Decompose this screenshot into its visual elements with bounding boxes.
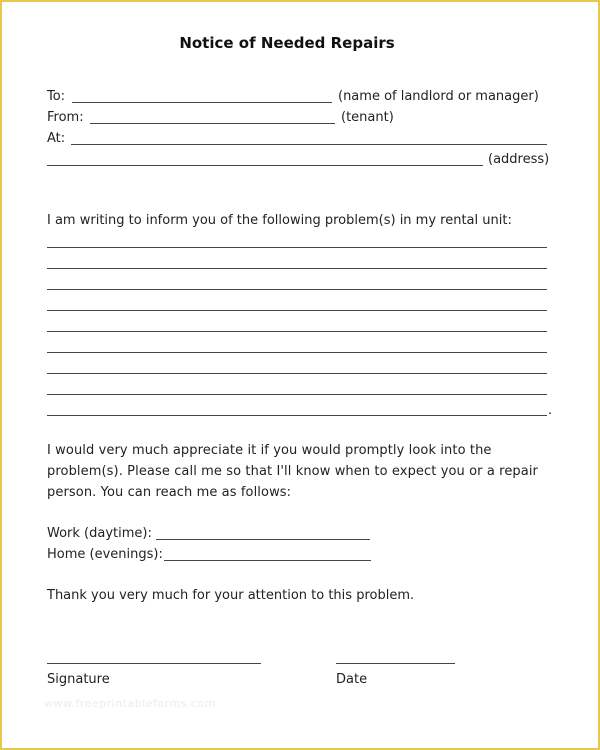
to-field-line[interactable] — [72, 102, 332, 103]
from-field-line[interactable] — [90, 123, 335, 124]
watermark: www.freeprintableforms.com — [44, 697, 216, 710]
problem-line[interactable] — [47, 310, 547, 311]
problem-line[interactable] — [47, 352, 547, 353]
home-phone-line[interactable] — [164, 560, 371, 561]
problem-line[interactable] — [47, 268, 547, 269]
signature-label: Signature — [47, 672, 110, 687]
home-label: Home (evenings): — [47, 547, 163, 562]
date-label: Date — [336, 672, 368, 687]
address-field-line[interactable] — [47, 165, 483, 166]
from-label: From: — [47, 110, 84, 125]
to-hint: (name of landlord or manager) — [338, 89, 539, 104]
problem-intro: I am writing to inform you of the following problem(s) in my rental unit: — [47, 213, 512, 228]
problem-line[interactable] — [47, 373, 547, 374]
at-field-line[interactable] — [71, 144, 547, 145]
address-hint: (address) — [488, 152, 550, 167]
to-label: To: — [47, 89, 66, 104]
from-hint: (tenant) — [341, 110, 394, 125]
work-label: Work (daytime): — [47, 526, 152, 541]
request-paragraph: I would very much appreciate it if you would promptly look into the problem(s). Please call me so that I'll know when to expect you or a repair person. You can reach me as follows: — [47, 443, 538, 500]
work-phone-line[interactable] — [156, 539, 370, 540]
at-label: At: — [47, 131, 66, 146]
problem-end-mark: . — [548, 403, 553, 418]
problem-line[interactable] — [47, 331, 547, 332]
problem-line[interactable] — [47, 289, 547, 290]
date-line[interactable] — [336, 663, 455, 664]
form-title: Notice of Needed Repairs — [179, 34, 395, 52]
problem-line[interactable] — [47, 247, 547, 248]
thanks-text: Thank you very much for your attention to this problem. — [47, 588, 415, 603]
problem-line[interactable] — [47, 394, 547, 395]
signature-line[interactable] — [47, 663, 261, 664]
problem-line[interactable] — [47, 415, 547, 416]
